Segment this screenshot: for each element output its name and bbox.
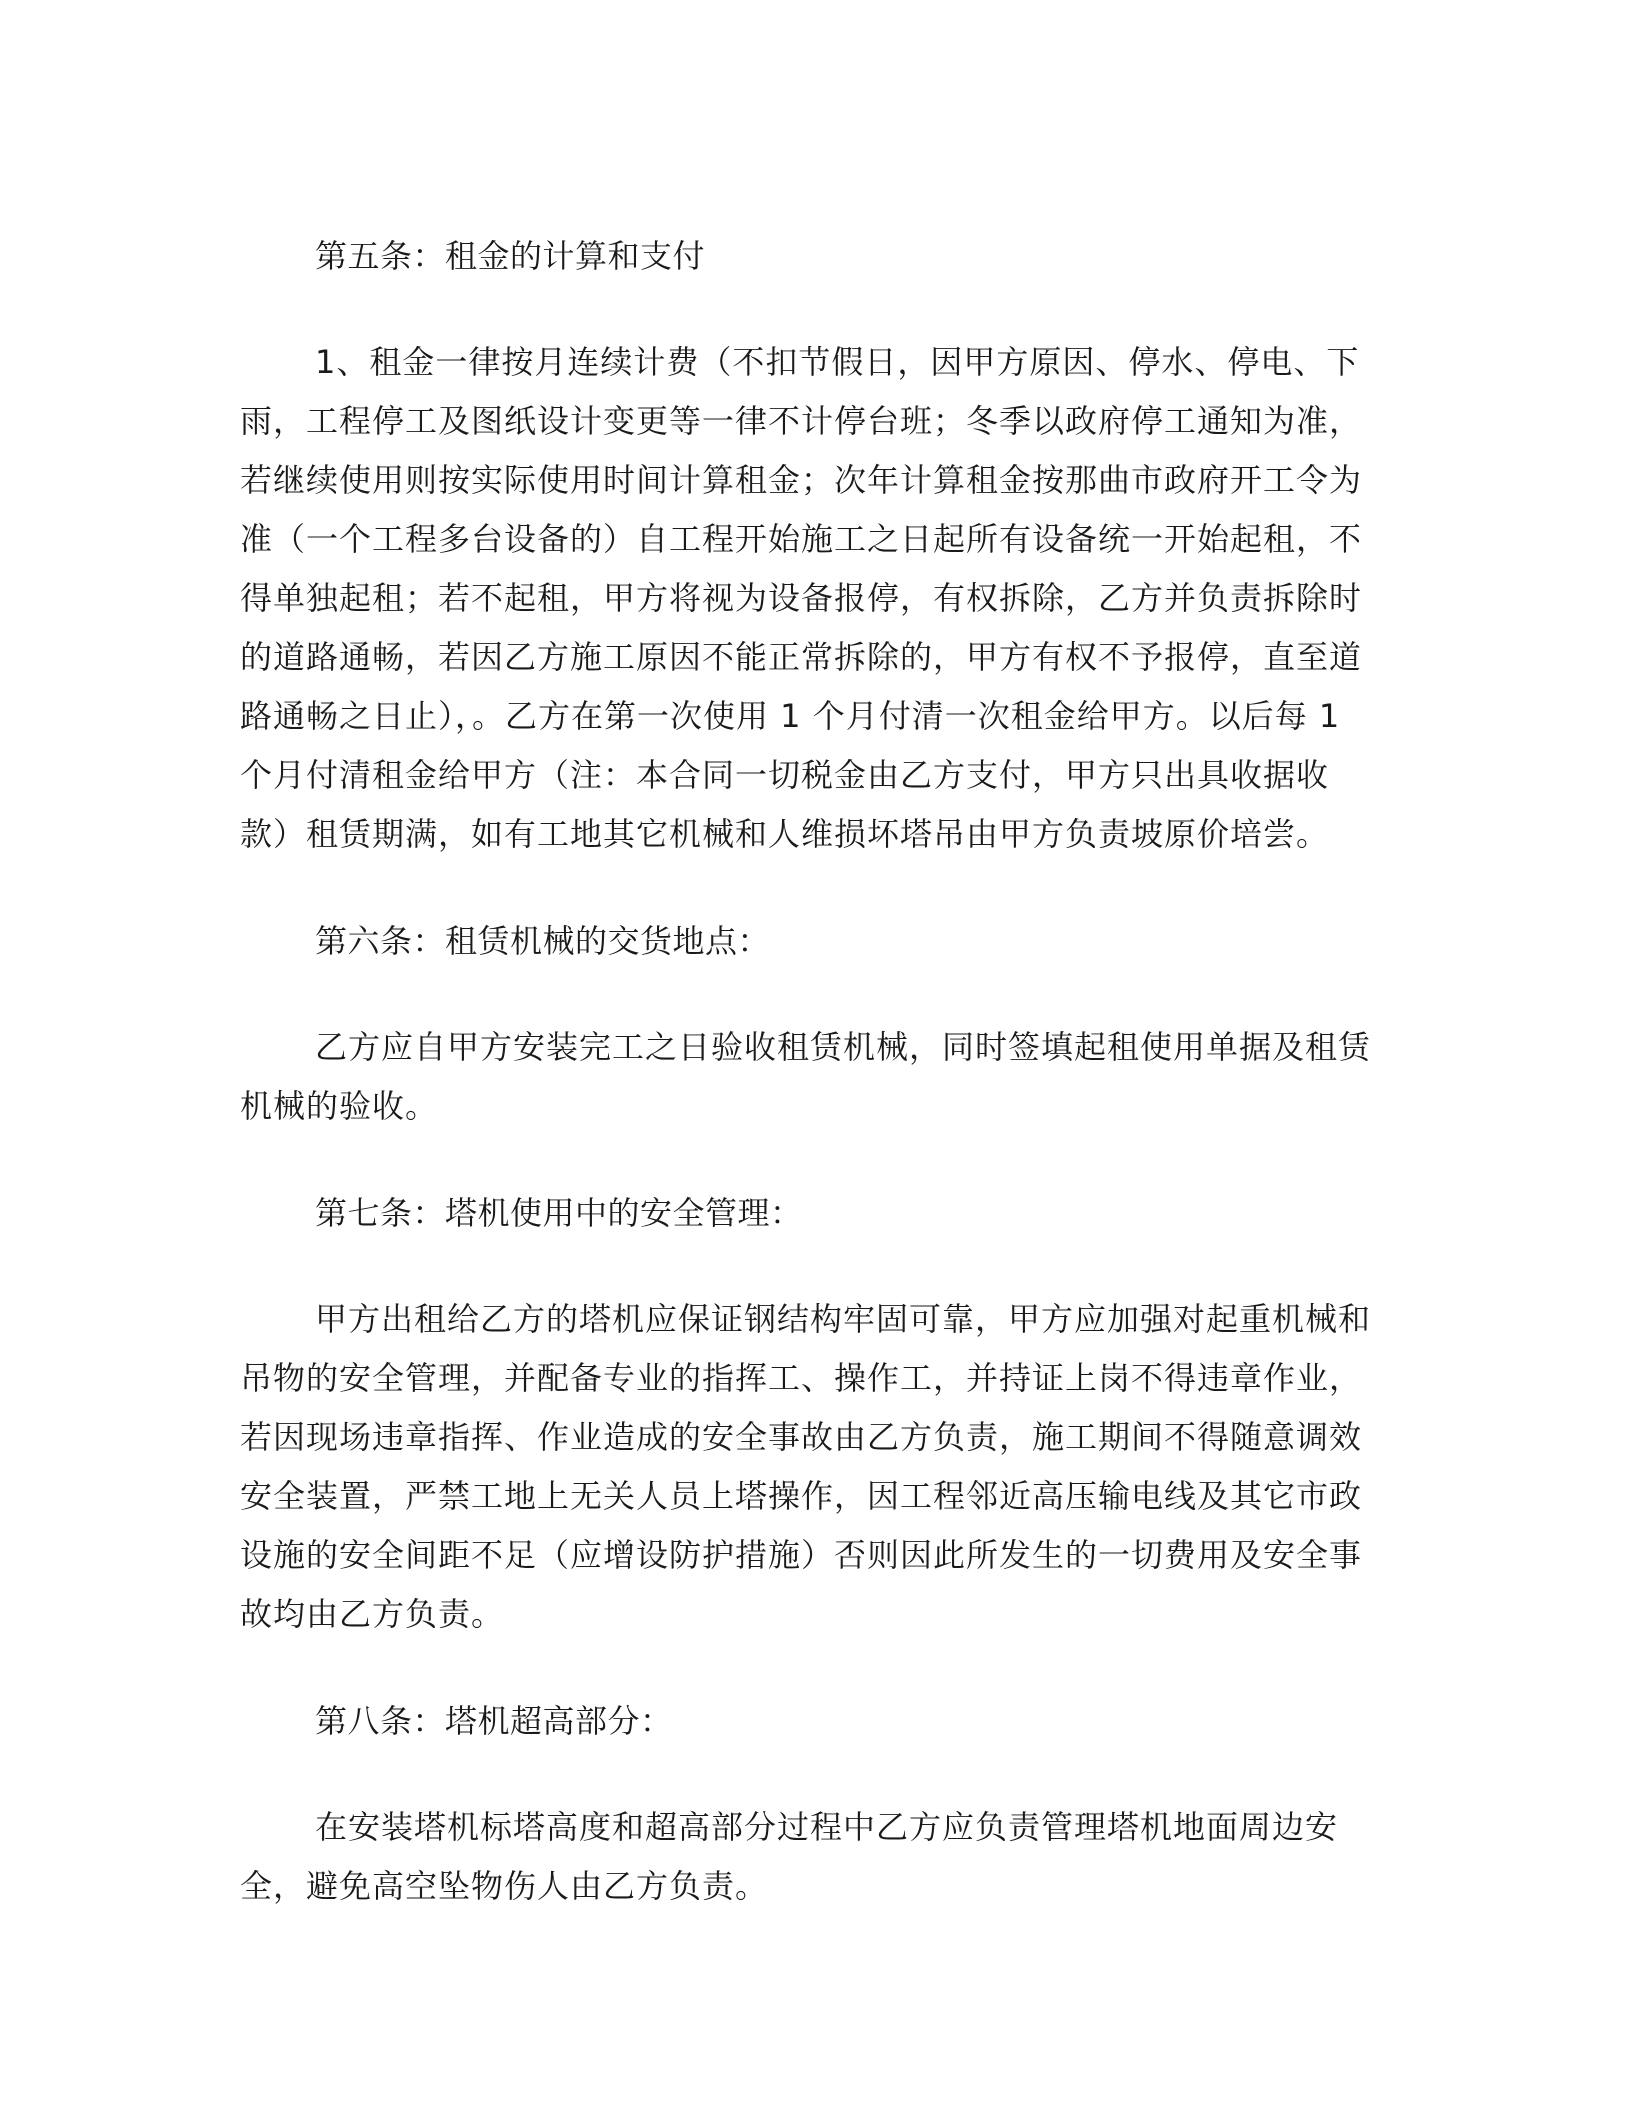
section-heading-5: 第五条：租金的计算和支付 — [315, 237, 706, 275]
section-heading-6: 第六条：租赁机械的交货地点： — [315, 922, 771, 960]
document-body — [240, 226, 1375, 1963]
section-heading-8: 第八条：塔机超高部分： — [315, 1702, 673, 1740]
section-paragraph-8-1: 在安装塔机标塔高度和超高部分过程中乙方应负责管理塔机地面周边安全，避免高空坠物伤人由乙方负责。 — [240, 1808, 1339, 1905]
section-heading-7: 第七条：塔机使用中的安全管理： — [315, 1194, 803, 1232]
section-paragraph-6-1: 乙方应自甲方安装完工之日验收租赁机械，同时签填起租使用单据及租赁机械的验收。 — [240, 1028, 1372, 1125]
section-paragraph-5-1: 1、租金一律按月连续计费（不扣节假日，因甲方原因、停水、停电、下雨，工程停工及图纸设计变更等一律不计停台班；冬季以政府停工通知为准，若继续使用则按实际使用时间计算租金；次年计算租金按那曲市政府开工令为准（一个工程多台设备的）自工程开始施工之日起所有设备统一开始起租，不得单独起租；若不起租，甲方将视为设备报停，有权拆除，乙方并负责拆除时的道路通畅，若因乙方施工原因不能正常拆除的，甲方有权不予报停，直至道路通畅之日止），。乙方在第一次使用 1 个月付清一次租金给甲方。以后每 1 个月付清租金给甲方（注：本合同一切税金由乙方支付，甲方只出具收据收款）租赁期满，如有工地其它机械和人维损坏塔吊由甲方负责坡原价培尝。 — [240, 343, 1363, 853]
section-paragraph-7-1: 甲方出租给乙方的塔机应保证钢结构牢固可靠，甲方应加强对起重机械和吊物的安全管理，并配备专业的指挥工、操作工，并持证上岗不得违章作业，若因现场违章指挥、作业造成的安全事故由乙方负责，施工期间不得随意调效安全装置，严禁工地上无关人员上塔操作，因工程邻近高压输电线及其它市政设施的安全间距不足（应增设防护措施）否则因此所发生的一切费用及安全事故均由乙方负责。 — [240, 1300, 1372, 1633]
